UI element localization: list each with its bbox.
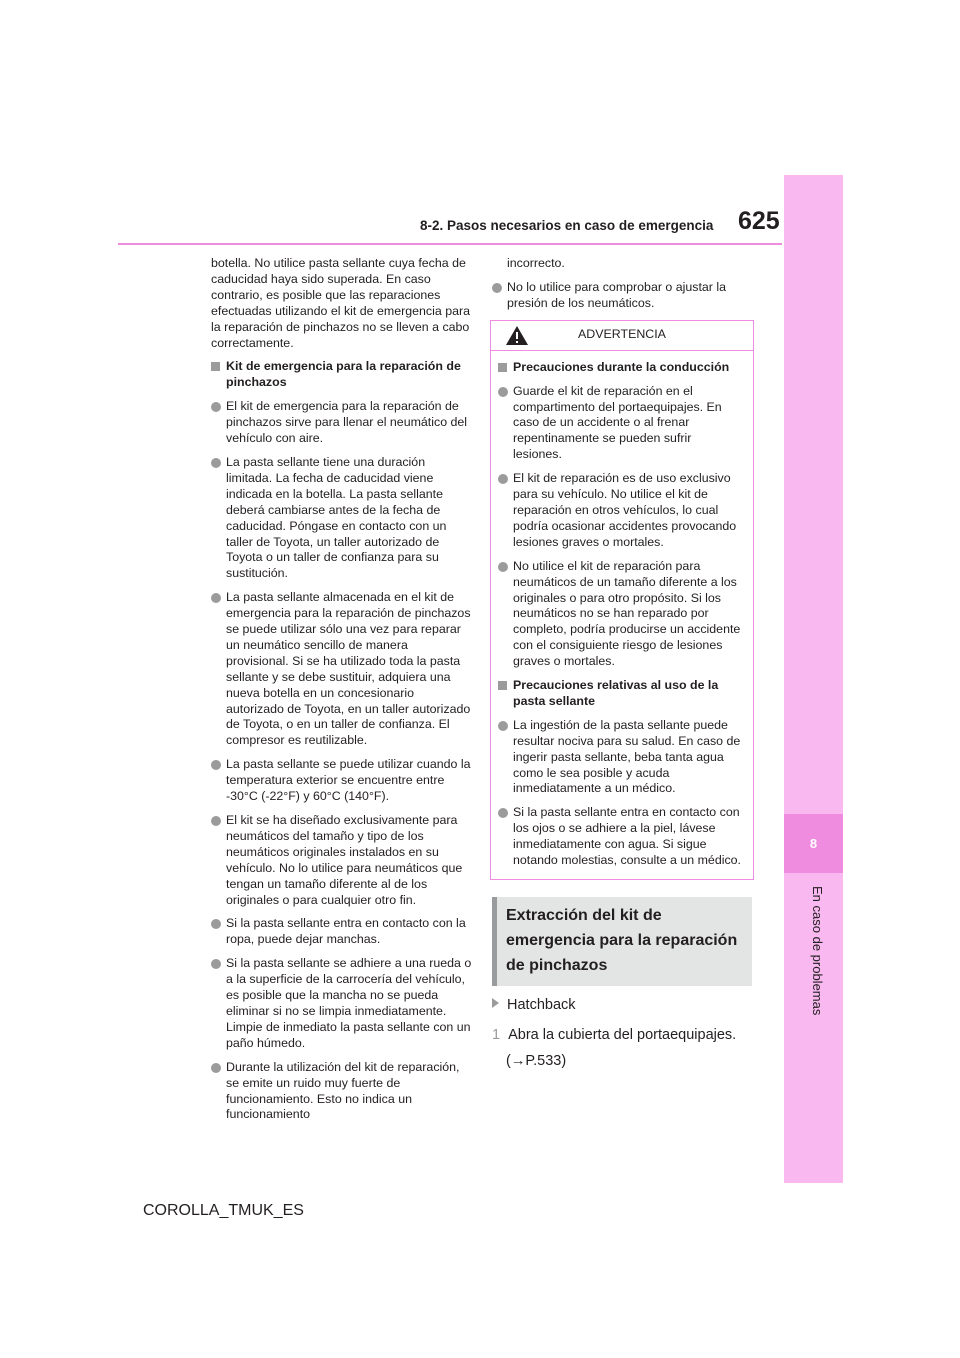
list-item-text: La pasta sellante se puede utilizar cuando la temperatura exterior se encuentre entre -30°C (-22°F) y 60°C (140°F). [226, 757, 471, 804]
bullet-dot-icon [211, 959, 221, 969]
right-column [492, 256, 752, 1072]
kit-heading [211, 359, 473, 391]
intro-paragraph: botella. No utilice pasta sellante cuya fecha de caducidad haya sido superada. En caso contrario, es posible que las reparaciones efectuadas utilizando el kit de emergencia para la reparación de pinchazos no se lleven a cabo correctamente. [211, 256, 470, 350]
list-item [211, 590, 473, 749]
variant-label [492, 994, 752, 1016]
square-bullet-icon [498, 363, 507, 372]
list-item [211, 916, 473, 948]
header-rule [118, 243, 782, 245]
warning-header [491, 321, 753, 351]
footer-model-code: COROLLA_TMUK_ES [143, 1202, 304, 1219]
bullet-dot-icon [498, 474, 508, 484]
bullet-dot-icon [498, 721, 508, 731]
warning-body [491, 351, 753, 879]
list-item-text: La pasta sellante almacenada en el kit de emergencia para la reparación de pinchazos se puede utilizar sólo una vez para reparar un neumático sencillo de manera provisional. Si se ha utilizado toda la pasta sellante y se debe sustituir, adquiera una nueva botella en un concesionario autorizado de Toyota, en un taller autorizado de Toyota, o en un taller de confianza. El compresor es reutilizable. [226, 590, 471, 748]
kit-heading-text: Kit de emergencia para la reparación de pinchazos [226, 359, 461, 390]
list-item [211, 1060, 473, 1124]
square-bullet-icon [211, 362, 220, 371]
bullet-dot-icon [492, 283, 502, 293]
list-item-text: El kit de reparación es de uso exclusivo para su vehículo. No utilice el kit de reparación en otros vehículos, lo cual podría ocasionar accidentes provocando lesiones graves o mortales. [513, 471, 737, 549]
list-item [492, 280, 752, 312]
list-item-text: La pasta sellante tiene una duración limitada. La fecha de caducidad viene indicada en la botella. La pasta sellante deberá cambiarse antes de la fecha de caducidad. Póngase en contacto con un taller de Toyota, un taller autorizado de Toyota o un taller de confianza para su sustitución. [226, 454, 447, 581]
list-item-text: Si la pasta sellante entra en contacto con la ropa, puede dejar manchas. [226, 916, 466, 947]
list-item [211, 956, 473, 1051]
list-item-text: Durante la utilización del kit de reparación, se emite un ruido muy fuerte de funcionamiento. Esto no indica un funcionamiento [226, 1059, 460, 1122]
bullet-dot-icon [498, 387, 508, 397]
side-tab-number[interactable]: 8 [784, 814, 843, 873]
warning-title: ADVERTENCIA [578, 327, 666, 342]
step-item [492, 1024, 752, 1046]
list-item [498, 384, 743, 464]
side-tab [784, 175, 843, 1183]
list-item [498, 718, 743, 798]
list-item [211, 757, 473, 805]
list-item [211, 399, 473, 447]
step-text: Abra la cubierta del portaequipajes. [508, 1027, 737, 1043]
list-item [211, 813, 473, 908]
warning-triangle-icon [506, 326, 528, 345]
section-title: 8-2. Pasos necesarios en caso de emergencia [420, 218, 714, 233]
triangle-bullet-icon [492, 998, 499, 1008]
warning-heading-text: Precauciones durante la conducción [513, 359, 730, 374]
bullet-dot-icon [498, 562, 508, 572]
continuation-text: incorrecto. [507, 256, 565, 270]
bullet-dot-icon [211, 816, 221, 826]
list-item [498, 559, 743, 670]
bullet-dot-icon [211, 919, 221, 929]
list-item-text: No utilice el kit de reparación para neumáticos de un tamaño diferente a los originales o para otro propósito. Si los neumáticos no se han reparado por completo, podría producirse un accidente con el consiguiente riesgo de lesiones graves o mortales. [513, 558, 741, 669]
list-item-text: Si la pasta sellante entra en contacto con los ojos o se adhiere a la piel, lávese inmediatamente con agua. Si sigue notando molestias, consulte a un médico. [513, 805, 741, 868]
bullet-dot-icon [211, 593, 221, 603]
square-bullet-icon [498, 681, 507, 690]
list-item-text: El kit de emergencia para la reparación de pinchazos sirve para llenar el neumático del vehículo con aire. [226, 399, 468, 446]
section-heading: Extracción del kit de emergencia para la reparación de pinchazos [492, 897, 752, 986]
bullet-dot-icon [211, 458, 221, 468]
page-reference-link[interactable]: (→P.533) [506, 1053, 567, 1069]
list-item [211, 455, 473, 582]
list-item-text: El kit se ha diseñado exclusivamente para neumáticos del tamaño y tipo de los neumáticos originales instalados en su vehículo. No lo utilice para neumáticos que tengan un tamaño diferente al de los originales o para cualquier otro fin. [226, 813, 463, 907]
page-number: 625 [738, 207, 780, 235]
warning-heading-sealant [498, 678, 743, 710]
list-item-text: No lo utilice para comprobar o ajustar la presión de los neumáticos. [507, 279, 727, 310]
side-tab-label: En caso de problemas [810, 886, 825, 1016]
variant-text: Hatchback [507, 997, 576, 1013]
bullet-dot-icon [211, 760, 221, 770]
bullet-dot-icon [211, 1063, 221, 1073]
list-item-text: Guarde el kit de reparación en el compartimento del portaequipajes. En caso de un accidente o al frenar repentinamente se pueden sufrir lesiones. [513, 383, 722, 462]
bullet-dot-icon [498, 808, 508, 818]
list-item [498, 471, 743, 551]
warning-heading-driving [498, 360, 743, 376]
left-column [211, 256, 473, 1131]
warning-heading-text: Precauciones relativas al uso de la pasta sellante [513, 678, 719, 708]
list-item-text: La ingestión de la pasta sellante puede resultar nociva para su salud. En caso de ingerir pasta sellante, beba tanta agua como le sea posible y acuda inmediatamente a un médico. [513, 717, 741, 796]
bullet-dot-icon [211, 402, 221, 412]
step-number: 1 [492, 1027, 501, 1043]
list-item [498, 805, 743, 869]
list-item-text: Si la pasta sellante se adhiere a una rueda o a la superficie de la carrocería del vehículo, es posible que la mancha no se pueda eliminar si no se limpia inmediatamente. Limpie de inmediato la pasta sellante con un paño húmedo. [226, 956, 472, 1050]
warning-box [490, 320, 754, 880]
